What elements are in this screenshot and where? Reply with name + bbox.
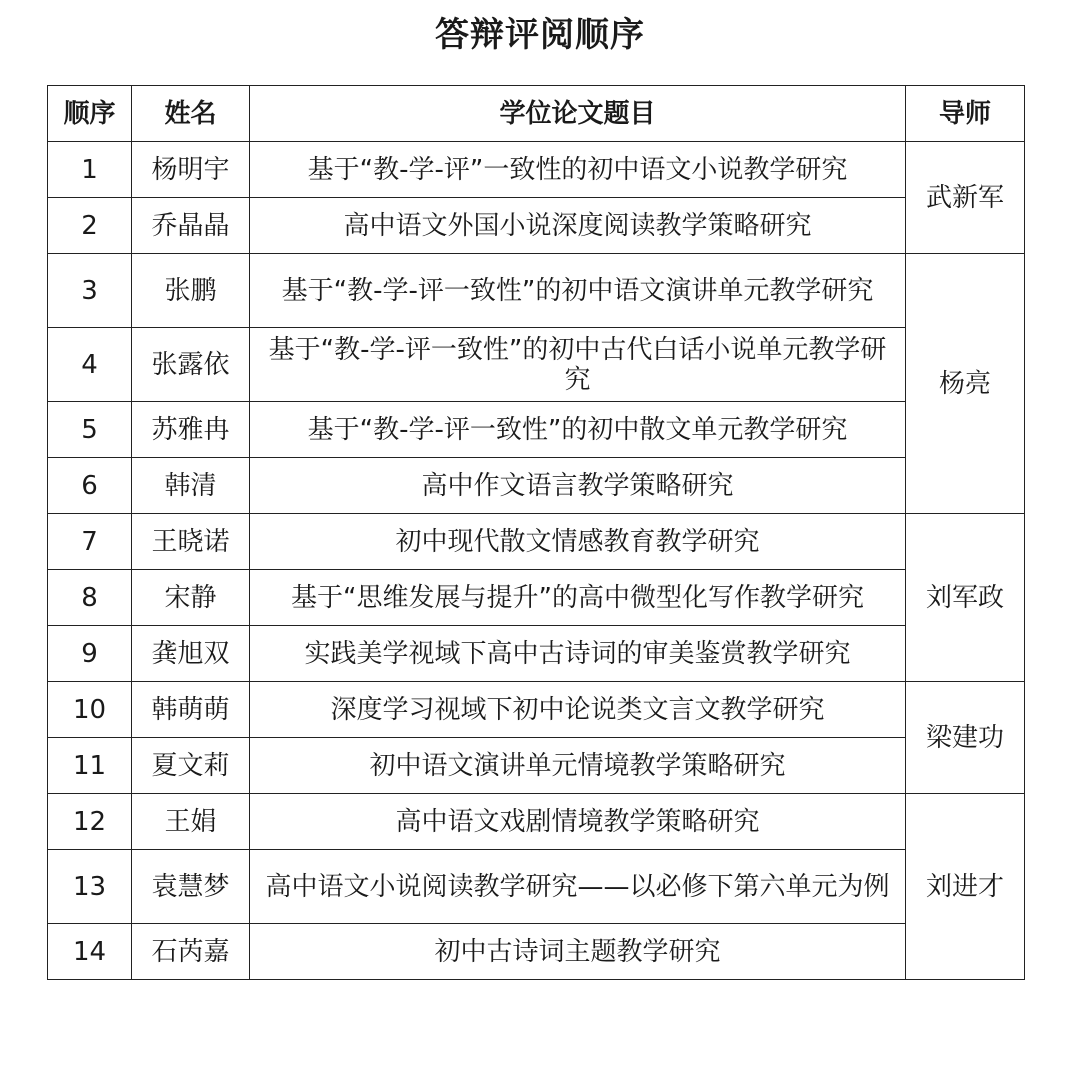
row-thesis: 高中语文外国小说深度阅读教学策略研究 bbox=[250, 198, 906, 254]
row-thesis: 基于“教-学-评一致性”的初中散文单元教学研究 bbox=[250, 402, 906, 458]
row-order: 9 bbox=[48, 626, 132, 682]
row-order: 3 bbox=[48, 254, 132, 328]
row-name: 张鹏 bbox=[132, 254, 250, 328]
row-name: 夏文莉 bbox=[132, 738, 250, 794]
table-row bbox=[48, 402, 1025, 458]
table-row bbox=[48, 738, 1025, 794]
row-order: 2 bbox=[48, 198, 132, 254]
table-row bbox=[48, 850, 1025, 924]
row-thesis: 深度学习视域下初中论说类文言文教学研究 bbox=[250, 682, 906, 738]
row-order: 5 bbox=[48, 402, 132, 458]
header-advisor: 导师 bbox=[906, 86, 1025, 142]
row-name: 乔晶晶 bbox=[132, 198, 250, 254]
row-advisor: 刘进才 bbox=[906, 794, 1025, 980]
table-row bbox=[48, 198, 1025, 254]
row-thesis: 初中古诗词主题教学研究 bbox=[250, 924, 906, 980]
table-row bbox=[48, 254, 1025, 328]
row-order: 7 bbox=[48, 514, 132, 570]
row-thesis: 高中作文语言教学策略研究 bbox=[250, 458, 906, 514]
table-row bbox=[48, 458, 1025, 514]
table-row bbox=[48, 794, 1025, 850]
page-title: 答辩评阅顺序 bbox=[435, 15, 645, 55]
row-name: 宋静 bbox=[132, 570, 250, 626]
row-name: 王晓诺 bbox=[132, 514, 250, 570]
row-order: 1 bbox=[48, 142, 132, 198]
row-thesis: 初中语文演讲单元情境教学策略研究 bbox=[250, 738, 906, 794]
table-row bbox=[48, 514, 1025, 570]
row-name: 苏雅冉 bbox=[132, 402, 250, 458]
header-name: 姓名 bbox=[132, 86, 250, 142]
row-order: 10 bbox=[48, 682, 132, 738]
table-row bbox=[48, 682, 1025, 738]
row-name: 杨明宇 bbox=[132, 142, 250, 198]
row-thesis: 高中语文戏剧情境教学策略研究 bbox=[250, 794, 906, 850]
row-name: 袁慧梦 bbox=[132, 850, 250, 924]
row-order: 13 bbox=[48, 850, 132, 924]
row-name: 龚旭双 bbox=[132, 626, 250, 682]
header-order: 顺序 bbox=[48, 86, 132, 142]
table-row bbox=[48, 924, 1025, 980]
row-thesis: 基于“教-学-评一致性”的初中语文演讲单元教学研究 bbox=[250, 254, 906, 328]
row-thesis: 基于“教-学-评一致性”的初中古代白话小说单元教学研究 bbox=[250, 328, 906, 402]
row-advisor: 刘军政 bbox=[906, 514, 1025, 682]
row-thesis: 初中现代散文情感教育教学研究 bbox=[250, 514, 906, 570]
header-thesis: 学位论文题目 bbox=[250, 86, 906, 142]
defense-schedule-table bbox=[47, 85, 1025, 980]
row-name: 王娟 bbox=[132, 794, 250, 850]
row-order: 4 bbox=[48, 328, 132, 402]
row-order: 6 bbox=[48, 458, 132, 514]
row-thesis: 基于“思维发展与提升”的高中微型化写作教学研究 bbox=[250, 570, 906, 626]
row-name: 石芮嘉 bbox=[132, 924, 250, 980]
row-order: 12 bbox=[48, 794, 132, 850]
row-name: 韩清 bbox=[132, 458, 250, 514]
row-name: 张露依 bbox=[132, 328, 250, 402]
table-row bbox=[48, 142, 1025, 198]
table-row bbox=[48, 570, 1025, 626]
row-thesis: 基于“教-学-评”一致性的初中语文小说教学研究 bbox=[250, 142, 906, 198]
row-advisor: 梁建功 bbox=[906, 682, 1025, 794]
row-advisor: 武新军 bbox=[906, 142, 1025, 254]
row-thesis: 实践美学视域下高中古诗词的审美鉴赏教学研究 bbox=[250, 626, 906, 682]
row-advisor: 杨亮 bbox=[906, 254, 1025, 514]
table-header-row bbox=[48, 86, 1025, 142]
table-row bbox=[48, 328, 1025, 402]
row-name: 韩萌萌 bbox=[132, 682, 250, 738]
row-order: 14 bbox=[48, 924, 132, 980]
row-order: 11 bbox=[48, 738, 132, 794]
table-row bbox=[48, 626, 1025, 682]
row-thesis: 高中语文小说阅读教学研究——以必修下第六单元为例 bbox=[250, 850, 906, 924]
row-order: 8 bbox=[48, 570, 132, 626]
